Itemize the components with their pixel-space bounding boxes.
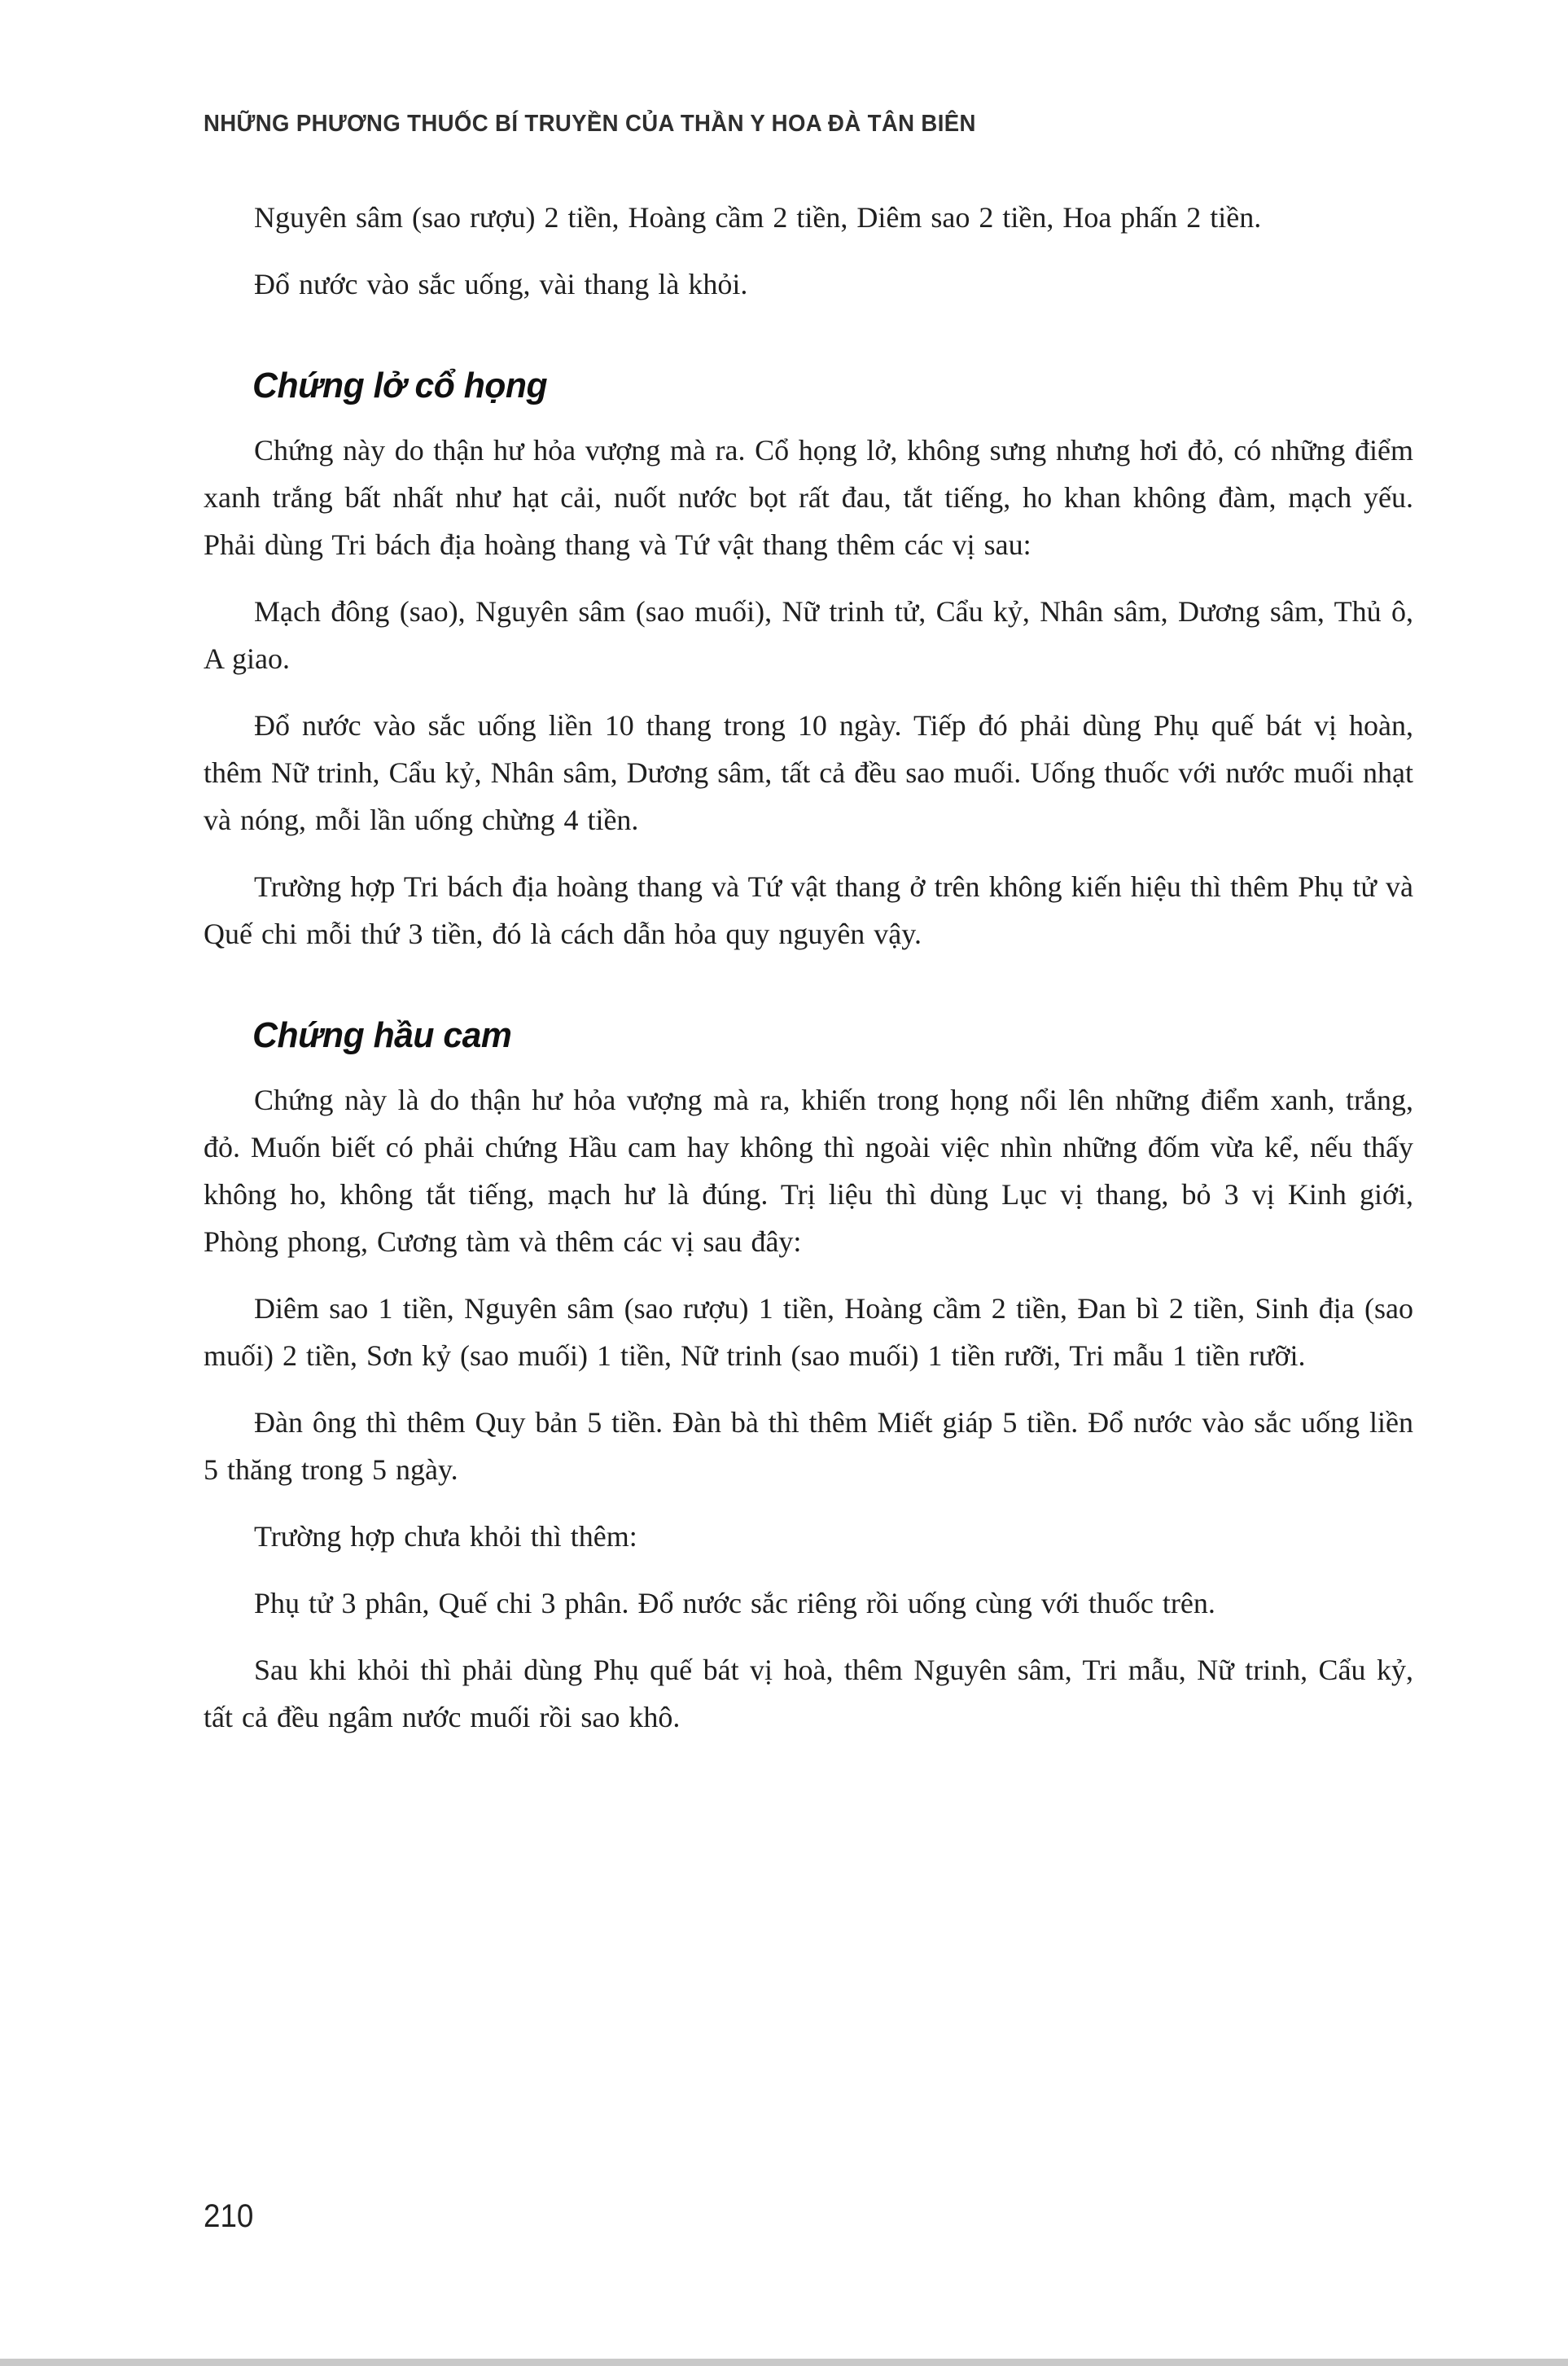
paragraph-supplement: Phụ tử 3 phân, Quế chi 3 phân. Đổ nước sắc riêng rồi uống cùng với thuốc trên. bbox=[254, 1587, 1215, 1619]
page-bottom-edge bbox=[0, 2359, 1568, 2366]
paragraph-description: Chứng này là do thận hư hỏa vượng mà ra, khiến trong họng nổi lên những điểm xanh, trắng, đỏ. Muốn biết có phải chứng Hầu cam hay không thì ngoài việc nhìn những đốm vừa kể, nếu thấy không ho, không tắt tiếng, mạch hư là đúng. Trị liệu thì dùng Lục vị thang, bỏ 3 vị Kinh giới, Phòng phong, Cương tàm và thêm các vị sau đây: bbox=[204, 1084, 1413, 1258]
paragraph-ingredients: Nguyên sâm (sao rượu) 2 tiền, Hoàng cầm 2 tiền, Diêm sao 2 tiền, Hoa phấn 2 tiền. bbox=[254, 201, 1262, 234]
paragraph-ingredients: Mạch đông (sao), Nguyên sâm (sao muối), Nữ trinh tử, Cẩu kỷ, Nhân sâm, Dương sâm, Thủ ô, A giao. bbox=[204, 595, 1413, 675]
paragraph-instruction: Đổ nước vào sắc uống liền 10 thang trong 10 ngày. Tiếp đó phải dùng Phụ quế bát vị hoàn, thêm Nữ trinh, Cẩu kỷ, Nhân sâm, Dương sâm, tất cả đều sao muối. Uống thuốc với nước muối nhạt và nóng, mỗi lần uống chừng 4 tiền. bbox=[204, 709, 1413, 836]
running-header: NHỮNG PHƯƠNG THUỐC BÍ TRUYỀN CỦA THẦN Y HOA ĐÀ TÂN BIÊN bbox=[204, 111, 976, 137]
section-heading-chung-lo-co-hong: Chứng lở cổ họng bbox=[252, 366, 548, 405]
paragraph-instruction: Đổ nước vào sắc uống, vài thang là khỏi. bbox=[254, 268, 748, 300]
text-block bbox=[204, 194, 1413, 1760]
paragraph-ingredients: Diêm sao 1 tiền, Nguyên sâm (sao rượu) 1 tiền, Hoàng cầm 2 tiền, Đan bì 2 tiền, Sinh địa (sao muối) 2 tiền, Sơn kỷ (sao muối) 1 tiền, Nữ trinh (sao muối) 1 tiền rưỡi, Tri mẫu 1 tiền rưỡi. bbox=[204, 1292, 1413, 1372]
section-heading-chung-hau-cam: Chứng hầu cam bbox=[252, 1015, 512, 1055]
page-number: 210 bbox=[204, 2198, 254, 2234]
paragraph-note: Trường hợp chưa khỏi thì thêm: bbox=[254, 1520, 637, 1553]
paragraph-aftercare: Sau khi khỏi thì phải dùng Phụ quế bát vị hoà, thêm Nguyên sâm, Tri mẫu, Nữ trinh, Cẩu kỷ, tất cả đều ngâm nước muối rồi sao khô. bbox=[204, 1654, 1413, 1733]
paragraph-instruction: Đàn ông thì thêm Quy bản 5 tiền. Đàn bà thì thêm Miết giáp 5 tiền. Đổ nước vào sắc uống liền 5 thăng trong 5 ngày. bbox=[204, 1406, 1413, 1486]
paragraph-note: Trường hợp Tri bách địa hoàng thang và Tứ vật thang ở trên không kiến hiệu thì thêm Phụ tử và Quế chi mỗi thứ 3 tiền, đó là cách dẫn hỏa quy nguyên vậy. bbox=[204, 870, 1413, 950]
paragraph-description: Chứng này do thận hư hỏa vượng mà ra. Cổ họng lở, không sưng nhưng hơi đỏ, có những điểm xanh trắng bất nhất như hạt cải, nuốt nước bọt rất đau, tắt tiếng, ho khan không đàm, mạch yếu. Phải dùng Tri bách địa hoàng thang và Tứ vật thang thêm các vị sau: bbox=[204, 434, 1413, 561]
